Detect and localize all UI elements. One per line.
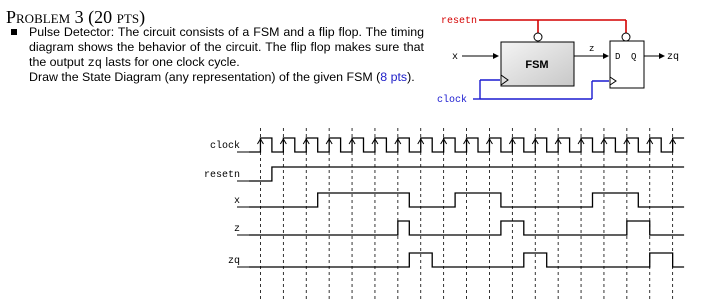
description-text: Draw the State Diagram (any representation) of the given FSM (: [29, 70, 381, 85]
x-input-label: x: [452, 52, 459, 63]
description-text: ).: [407, 70, 415, 85]
fsm-label: FSM: [525, 59, 549, 71]
points-text: 8 pts: [380, 70, 408, 85]
output-code-text: zq: [87, 55, 102, 70]
z-signal-label: z: [589, 44, 595, 54]
problem-title: Problem 3 (20 pts): [6, 7, 146, 27]
resetn-input-label: resetn: [441, 16, 478, 27]
signal-label-z: z: [233, 224, 240, 235]
signal-waveform-clock: [249, 138, 684, 152]
description-text: the output: [29, 54, 88, 69]
signal-label-clock: clock: [209, 141, 240, 152]
q-port-label: Q: [631, 52, 637, 62]
signal-label-x: x: [233, 196, 240, 207]
d-port-label: D: [615, 52, 621, 62]
description-text: lasts for one clock cycle.: [101, 54, 240, 69]
zq-output-label: zq: [667, 52, 680, 63]
signal-label-zq: zq: [227, 256, 240, 267]
description-line: diagram shows the behavior of the circuit. The flip flop makes sure that: [29, 39, 424, 54]
clock-input-label: clock: [437, 95, 468, 106]
description-line: Pulse Detector: The circuit consists of a FSM and a flip flop. The timing: [29, 25, 424, 39]
signal-label-resetn: resetn: [203, 170, 240, 181]
